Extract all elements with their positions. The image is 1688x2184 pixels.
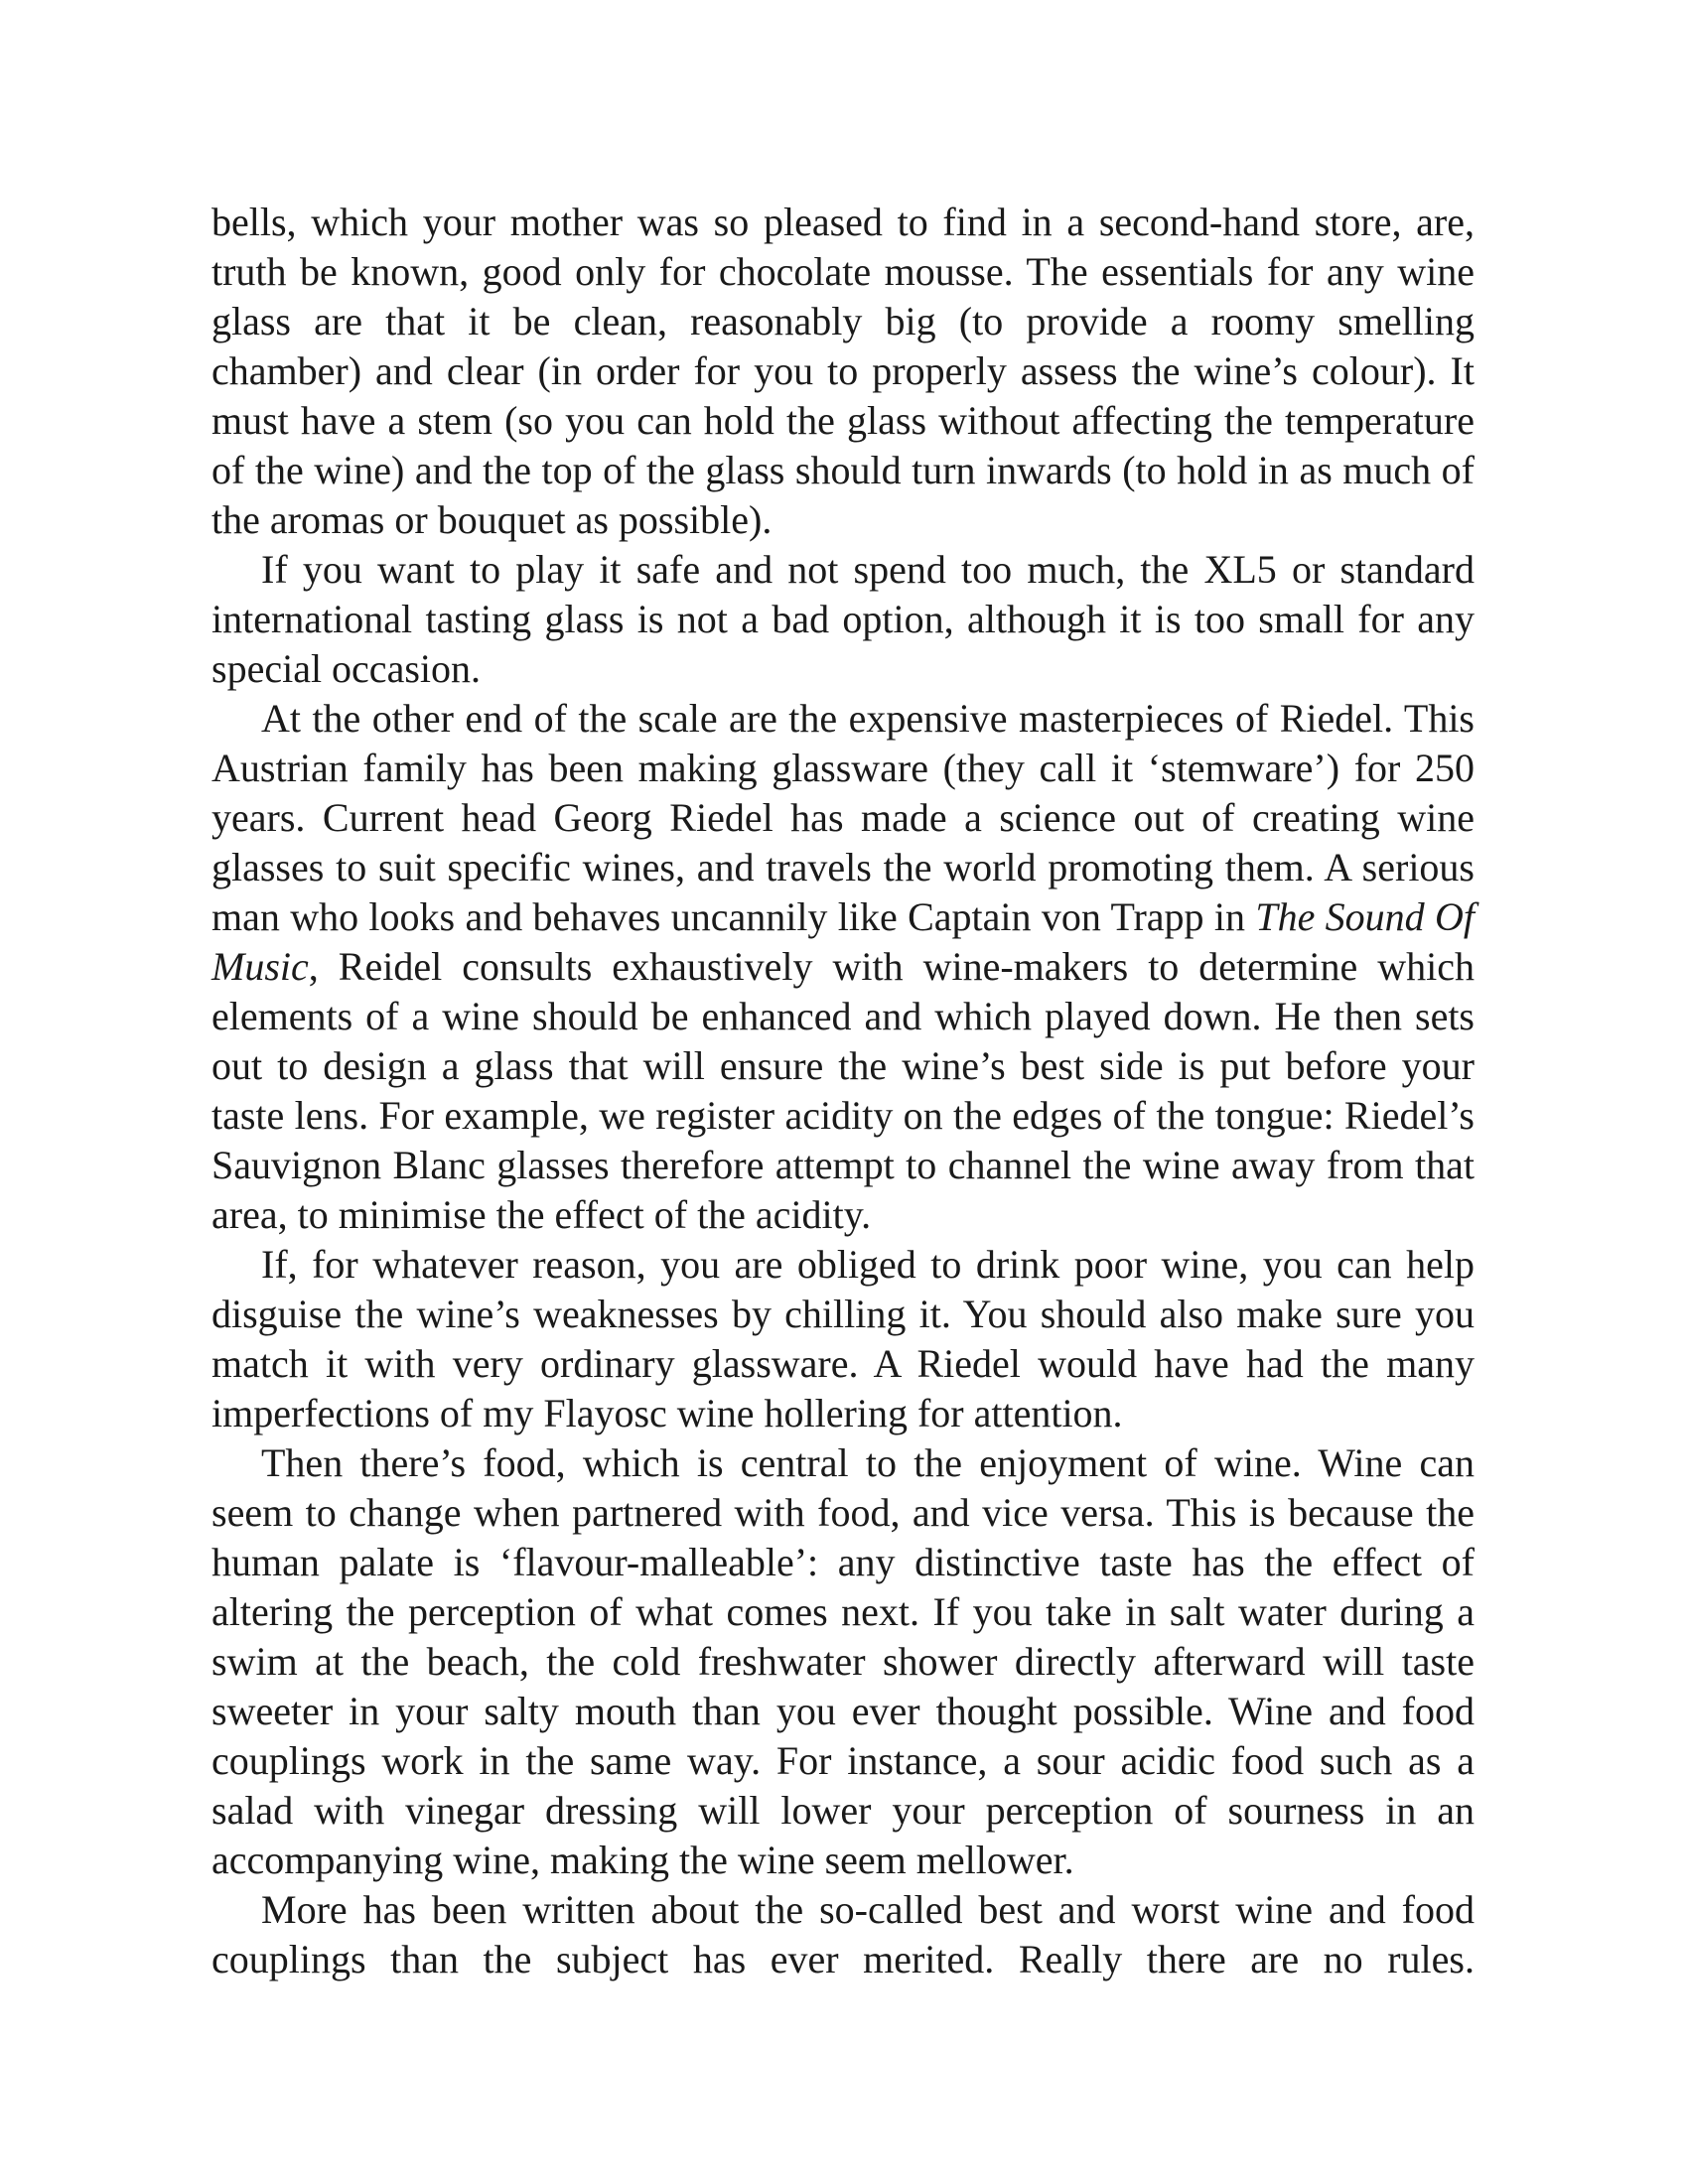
paragraph-2: If you want to play it safe and not spend too much, the XL5 or standard international tasting glass is not a bad option, although it is too small for any special occasion. bbox=[211, 547, 1475, 691]
paragraph-6: More has been written about the so-called best and worst wine and food couplings than the subject has ever merited. Really there are no rules. bbox=[211, 1887, 1475, 1981]
body-text bbox=[211, 198, 1475, 1984]
paragraph-5: Then there’s food, which is central to the enjoyment of wine. Wine can seem to change when partnered with food, and vice versa. This is because the human palate is ‘flavour-malleable’: any distinctive taste has the effect of altering the perception of what comes next. If you take in salt water during a swim at the beach, the cold freshwater shower directly afterward will taste sweeter in your salty mouth than you ever thought possible. Wine and food couplings work in the same way. For instance, a sour acidic food such as a salad with vinegar dressing will lower your perception of sourness in an accompanying wine, making the wine seem mellower. bbox=[211, 1440, 1475, 1882]
paragraph-4: If, for whatever reason, you are obliged to drink poor wine, you can help disguise the wine’s weaknesses by chilling it. You should also make sure you match it with very ordinary glassware. A Riedel would have had the many imperfections of my Flayosc wine hollering for attention. bbox=[211, 1242, 1475, 1435]
film-title: The Sound Of Music bbox=[211, 894, 1475, 989]
paragraph-3: At the other end of the scale are the expensive masterpieces of Riedel. This Austrian family has been making glassware (they call it ‘stemware’) for 250 years. Current head Georg Riedel has made a science out of creating wine glasses to suit specific wines, and travels the world promoting them. A serious man who looks and behaves uncannily like Captain von Trapp in The Sound Of Music, Reidel consults exhaustively with wine-makers to determine which elements of a wine should be enhanced and which played down. He then sets out to design a glass that will ensure the wine’s best side is put before your taste lens. For example, we register acidity on the edges of the tongue: Riedel’s Sauvignon Blanc glasses therefore attempt to channel the wine away from that area, to minimise the effect of the acidity. bbox=[211, 696, 1475, 1237]
paragraph-1: bells, which your mother was so pleased to find in a second-hand store, are, truth be known, good only for chocolate mousse. The essentials for any wine glass are that it be clean, reasonably big (to provide a roomy smelling chamber) and clear (in order for you to properly assess the wine’s colour). It must have a stem (so you can hold the glass without affecting the temperature of the wine) and the top of the glass should turn inwards (to hold in as much of the aromas or bouquet as possible). bbox=[211, 200, 1475, 542]
